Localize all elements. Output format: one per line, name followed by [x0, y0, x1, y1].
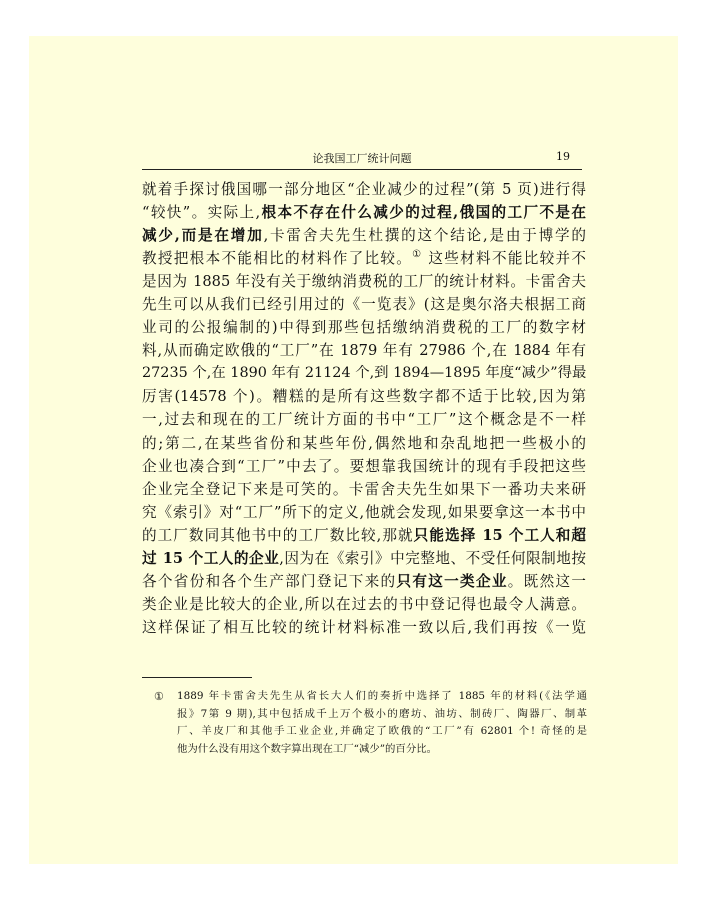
text-line	[142, 432, 586, 455]
text-line	[142, 547, 586, 570]
text-segment: 一,过去和现在的工厂统计方面的书中“工厂”这个概念是不一样	[142, 411, 586, 429]
text-segment: 业司的公报编制的)中得到那些包括缴纳消费税的工厂的数字材	[142, 319, 586, 337]
text-segment: 究《索引》对“工厂”所下的定义,他就会发现,如果要拿这一本书中	[142, 503, 586, 521]
text-segment: 料,从而确定欧俄的“工厂”在 1879 年有 27986 个,在 1884 年有	[142, 342, 586, 360]
text-line	[142, 408, 586, 431]
text-segment: 先生可以从我们已经引用过的《一览表》(这是奥尔洛夫根据工商	[142, 296, 586, 314]
text-line	[142, 270, 586, 293]
text-segment: 厉害(14578 个)。糟糕的是所有这些数字都不适于比较,因为第	[142, 388, 586, 406]
footnote-line: 他为什么没有用这个数字算出现在工厂“减少”的百分比。	[177, 742, 437, 755]
text-line	[142, 593, 586, 616]
text-segment: 教授把根本不能相比的材料作了比较。	[142, 250, 413, 268]
text-segment: 这些材料不能比较并不	[422, 250, 586, 268]
footnote	[154, 688, 587, 758]
emphasis-text: 减少,而是在增加	[142, 227, 264, 245]
footnote-separator	[142, 677, 252, 678]
main-text	[142, 178, 586, 639]
text-line	[142, 455, 586, 478]
text-line	[142, 293, 586, 316]
emphasis-text: 只能选择 15 个工人和超	[413, 526, 586, 544]
text-line	[142, 501, 586, 524]
running-header	[142, 147, 582, 170]
text-line	[142, 362, 586, 385]
emphasis-text: 只有这一类企业	[396, 572, 508, 590]
text-line	[142, 178, 586, 201]
text-segment: 这样保证了相互比较的统计材料标准一致以后,我们再按《一览	[142, 618, 586, 636]
text-segment: 各个省份和各个生产部门登记下来的	[142, 572, 397, 590]
text-segment: 类企业是比较大的企业,所以在过去的书中登记得也最令人满意。	[142, 595, 586, 613]
text-line	[142, 247, 586, 270]
footnote-line: 1889 年卡雷舍夫先生从省长大人们的奏折中选择了 1885 年的材料(《法学通	[177, 690, 587, 702]
emphasis-text: 过 15 个工人的企业	[142, 549, 280, 567]
text-segment: 就着手探讨俄国哪一部分地区“企业减少的过程”(第 5 页)进行得	[142, 181, 586, 198]
text-line	[142, 616, 586, 639]
footnote-line: 报》7第 9 期),其中包括成千上万个极小的磨坊、油坊、制砖厂、陶器厂、制革	[177, 707, 587, 720]
footnote-line: 厂、羊皮厂和其他手工业企业,并确定了欧俄的“工厂”有 62801 个! 奇怪的是	[177, 725, 587, 737]
emphasis-text: 根本不存在什么减少的过程,俄国的工厂不是在	[260, 204, 586, 222]
text-segment: 是因为 1885 年没有关于缴纳消费税的工厂的统计材料。卡雷舍夫	[142, 273, 586, 291]
text-line	[142, 316, 586, 339]
text-segment: 的工厂数同其他书中的工厂数比较,那就	[142, 526, 414, 544]
text-segment: ,因为在《索引》中完整地、不受任何限制地按	[279, 549, 586, 567]
text-line	[142, 524, 586, 547]
text-segment: 27235 个,在 1890 年有 21124 个,到 1894—1895 年度“减少”得最	[142, 365, 586, 382]
text-line	[142, 478, 586, 501]
text-segment: 企业也凑合到“工厂”中去了。要想靠我国统计的现有手段把这些	[142, 457, 586, 475]
text-line	[142, 201, 586, 224]
running-title: 论我国工厂统计问题	[312, 152, 412, 165]
text-segment: 企业完全登记下来是可笑的。卡雷舍夫先生如果下一番功夫来研	[142, 480, 586, 498]
text-segment: ,卡雷舍夫先生杜撰的这个结论,是由于博学的	[263, 227, 586, 245]
text-line	[142, 224, 586, 247]
text-segment: 。既然这一	[507, 572, 586, 590]
footnote-reference: ①	[412, 249, 423, 261]
text-line	[142, 339, 586, 362]
text-line	[142, 570, 586, 593]
text-segment: “较快”。实际上,	[142, 204, 261, 222]
text-segment: 的;第二,在某些省份和某些年份,偶然地和杂乱地把一些极小的	[142, 434, 586, 452]
text-line	[142, 385, 586, 408]
page-number: 19	[556, 150, 570, 163]
footnote-symbol: ①	[154, 690, 164, 703]
